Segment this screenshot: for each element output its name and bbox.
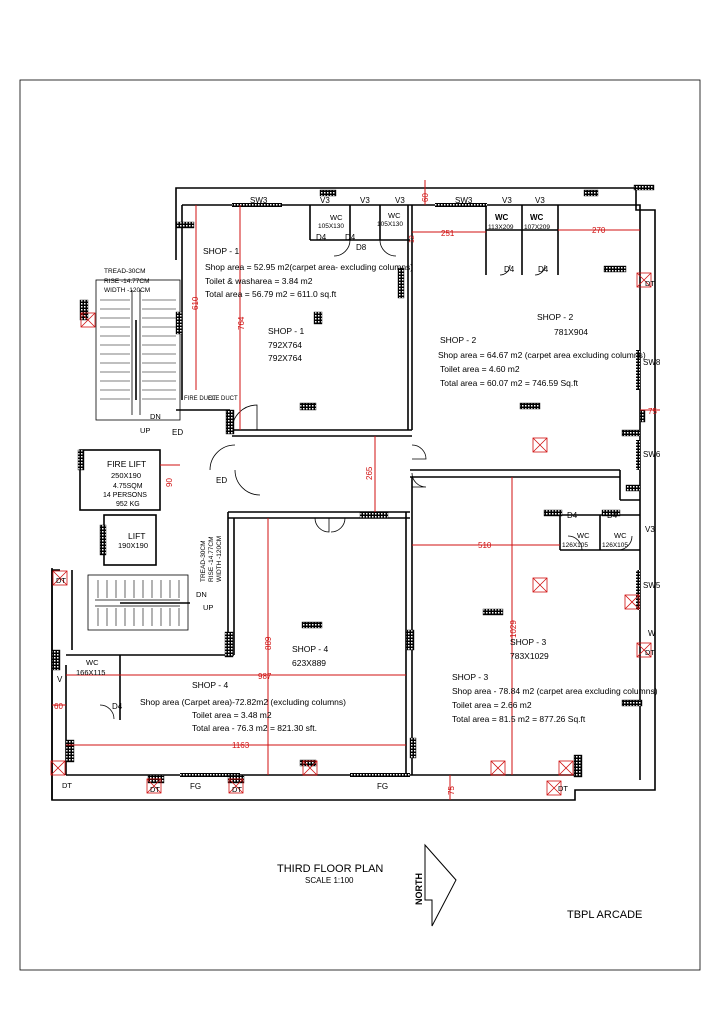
tag-d8: D8 <box>356 243 367 252</box>
floor-trap-marker <box>533 438 547 452</box>
title-block <box>277 863 642 921</box>
tag-v3-d: V3 <box>502 196 512 205</box>
floor-trap-marker <box>533 578 547 592</box>
wc2-label: WC <box>388 211 401 220</box>
dim-610: 610 <box>191 296 200 310</box>
shop-4-title: SHOP - 4 <box>192 680 229 690</box>
structural-column <box>176 312 182 334</box>
dim-987: 987 <box>258 672 272 681</box>
dim-60-top: 60 <box>421 193 430 202</box>
fire-lift-persons: 14 PERSONS <box>103 492 147 499</box>
wc1-label: WC <box>330 213 343 222</box>
structural-column <box>300 403 316 410</box>
tag-ed-b: ED <box>216 476 228 485</box>
dim-60-left: 60 <box>54 702 63 711</box>
fire-lift-title: FIRE LIFT <box>107 459 147 469</box>
wc3-size: 113X209 <box>488 224 514 231</box>
shop-2-tag: SHOP - 2 <box>537 312 574 322</box>
structural-column <box>78 450 84 470</box>
tag-dt-f: DT <box>232 785 242 794</box>
shop-4-total: Total area - 76.3 m2 = 821.30 sft. <box>192 723 317 733</box>
wc1-size: 105X130 <box>318 223 345 230</box>
shop-2-toilet: Toilet area = 4.60 m2 <box>440 364 520 374</box>
structural-column <box>544 510 562 516</box>
shop-3-title: SHOP - 3 <box>452 672 489 682</box>
stair-top-rise: RISE -14.77CM <box>104 278 150 285</box>
shop-4-tag: SHOP - 4 <box>292 644 329 654</box>
structural-column <box>66 740 74 762</box>
dim-270: 270 <box>592 226 606 235</box>
north-arrow <box>425 845 456 926</box>
shop-1-labels <box>203 246 413 363</box>
stair-top-width: WIDTH -120CM <box>104 287 151 294</box>
shop-4-labels <box>140 644 346 733</box>
dim-1029: 1029 <box>509 620 518 638</box>
wc4-label: WC <box>530 213 544 222</box>
project-name: TBPL ARCADE <box>567 909 643 921</box>
lift-title: LIFT <box>128 531 146 541</box>
structural-column <box>410 738 416 758</box>
shop-3-tag: SHOP - 3 <box>510 637 547 647</box>
dim-12: 12 <box>409 235 416 243</box>
structural-column <box>634 185 654 190</box>
shop-2-area: Shop area = 64.67 m2 (carpet area excluding columns) <box>438 350 646 360</box>
dim-1163: 1163 <box>232 741 250 750</box>
shop-4-toilet: Toilet area = 3.48 m2 <box>192 710 272 720</box>
stair-side-rise: RISE -14.77CM <box>208 536 215 582</box>
shop-3-area: Shop area - 78.84 m2 (carpet area excluding columns) <box>452 686 658 696</box>
structural-column <box>584 190 598 196</box>
structural-column <box>520 403 540 409</box>
shop-3-dim: 783X1029 <box>510 651 549 661</box>
tag-up-a: UP <box>140 426 151 435</box>
structural-column <box>574 755 582 777</box>
dim-75-right: 75 <box>648 407 657 416</box>
structural-column <box>360 512 388 518</box>
stair-side-tread: TREAD-30CM <box>200 540 207 582</box>
dim-251: 251 <box>441 229 455 238</box>
wc6-label: WC <box>614 531 627 540</box>
tag-dt-e: DT <box>150 785 160 794</box>
shop-1-area: Shop area = 52.95 m2(carpet area- excluding columns) <box>205 262 414 272</box>
structural-column <box>622 430 640 436</box>
core-labels <box>103 268 238 582</box>
dim-90: 90 <box>165 478 174 487</box>
dim-764: 764 <box>237 316 246 330</box>
structural-column <box>622 700 642 706</box>
tag-v3-f: V3 <box>645 525 655 534</box>
tag-d4-a: D4 <box>316 233 327 242</box>
tag-d4-d: D4 <box>538 265 549 274</box>
structural-column <box>225 632 233 657</box>
structural-column <box>398 268 404 298</box>
tag-v3-b: V3 <box>360 196 370 205</box>
tag-dn-a: DN <box>150 412 161 421</box>
fire-lift-sqm: 4.75SQM <box>113 483 143 490</box>
wc7-size: 166X115 <box>76 668 106 677</box>
wc-labels <box>76 211 628 677</box>
shop-1-title: SHOP - 1 <box>203 246 240 256</box>
tag-d4-e: D4 <box>567 511 578 520</box>
structural-column <box>406 630 414 650</box>
tag-d4-c: D4 <box>504 265 515 274</box>
shop-1-tag: SHOP - 1 <box>268 326 305 336</box>
structural-column <box>626 485 640 491</box>
tag-d4-f: D4 <box>607 511 618 520</box>
shop-1-toilet: Toilet & washarea = 3.84 m2 <box>205 276 313 286</box>
fire-duct-label: FIRE DUCT <box>184 396 216 402</box>
structural-column <box>604 266 626 272</box>
tag-v3-e: V3 <box>535 196 545 205</box>
dim-889: 889 <box>264 636 273 650</box>
structural-column <box>640 410 645 422</box>
tag-sw8: SW8 <box>643 358 661 367</box>
tag-d4-g: D4 <box>112 702 123 711</box>
tag-fg-a: FG <box>190 782 202 791</box>
dim-265: 265 <box>365 466 374 480</box>
structural-column <box>52 650 60 670</box>
tag-d4-b: D4 <box>345 233 356 242</box>
shop-2-total: Total area = 60.07 m2 = 746.59 Sq.ft <box>440 378 578 388</box>
shop-3-toilet: Toilet area = 2.66 m2 <box>452 700 532 710</box>
tag-fg-b: FG <box>377 782 389 791</box>
wc6-size: 126X105 <box>602 542 629 549</box>
shop-1-dim-a: 792X764 <box>268 340 303 350</box>
structural-column <box>314 312 322 324</box>
ele-duct-label: ELE DUCT <box>208 396 238 402</box>
dim-510: 510 <box>478 541 492 550</box>
tag-dt-g: DT <box>56 576 66 585</box>
floor-trap-marker <box>491 761 505 775</box>
fire-lift-kg: 952 KG <box>116 501 140 508</box>
dim-75-bottom: 75 <box>447 786 456 795</box>
tag-sw3-a: SW3 <box>250 196 268 205</box>
shop-2-labels <box>438 312 646 388</box>
wc5-label: WC <box>577 531 590 540</box>
shop-4-area: Shop area (Carpet area)-72.82m2 (excluding columns) <box>140 697 346 707</box>
tag-dt-b: DT <box>645 648 655 657</box>
floor-trap-marker <box>51 761 65 775</box>
structural-column <box>100 525 106 555</box>
tag-w: W <box>648 629 656 638</box>
stair-top-tread: TREAD-30CM <box>104 268 146 275</box>
fire-lift-size: 250X190 <box>111 471 142 480</box>
tag-sw5: SW5 <box>643 581 661 590</box>
tag-up-b: UP <box>203 603 214 612</box>
tag-sw6: SW6 <box>643 450 661 459</box>
stair-side-width: WIDTH -120CM <box>216 535 223 582</box>
tag-ed-a: ED <box>172 428 184 437</box>
shop-3-total: Total area = 81.5 m2 = 877.26 Sq.ft <box>452 714 586 724</box>
wc4-size: 107X209 <box>524 224 551 231</box>
tag-v3-a: V3 <box>320 196 330 205</box>
tag-dt-a: DT <box>645 279 655 288</box>
shop-1-total: Total area = 56.79 m2 = 611.0 sq.ft <box>205 289 337 299</box>
sheet-border <box>20 80 700 970</box>
wc3-label: WC <box>495 213 509 222</box>
north-label: NORTH <box>414 873 424 905</box>
wc2-size: 105X130 <box>377 221 404 228</box>
shop-2-title: SHOP - 2 <box>440 335 477 345</box>
shop-1-dim-b: 792X764 <box>268 353 303 363</box>
structural-column <box>302 622 322 628</box>
lift-size: 190X190 <box>118 541 149 550</box>
shop-4-dim: 623X889 <box>292 658 327 668</box>
stair-core-bottom <box>88 575 190 630</box>
shop-3-labels <box>452 637 658 724</box>
tag-v: V <box>57 675 63 684</box>
drawing-title: THIRD FLOOR PLAN <box>277 863 384 875</box>
tag-v3-c: V3 <box>395 196 405 205</box>
drawing-scale: SCALE 1:100 <box>305 876 354 885</box>
structural-column <box>226 410 234 434</box>
shop-2-dim: 781X904 <box>554 327 589 337</box>
structural-column <box>483 609 503 615</box>
tag-dt-d: DT <box>62 781 72 790</box>
tag-dt-c: DT <box>558 784 568 793</box>
floor-trap-marker <box>559 761 573 775</box>
wc5-size: 126X105 <box>562 542 589 549</box>
structural-column <box>176 222 194 228</box>
tag-dn-b: DN <box>196 590 207 599</box>
wc7-label: WC <box>86 658 99 667</box>
stair-treads-top <box>100 300 176 399</box>
tag-sw3-b: SW3 <box>455 196 473 205</box>
